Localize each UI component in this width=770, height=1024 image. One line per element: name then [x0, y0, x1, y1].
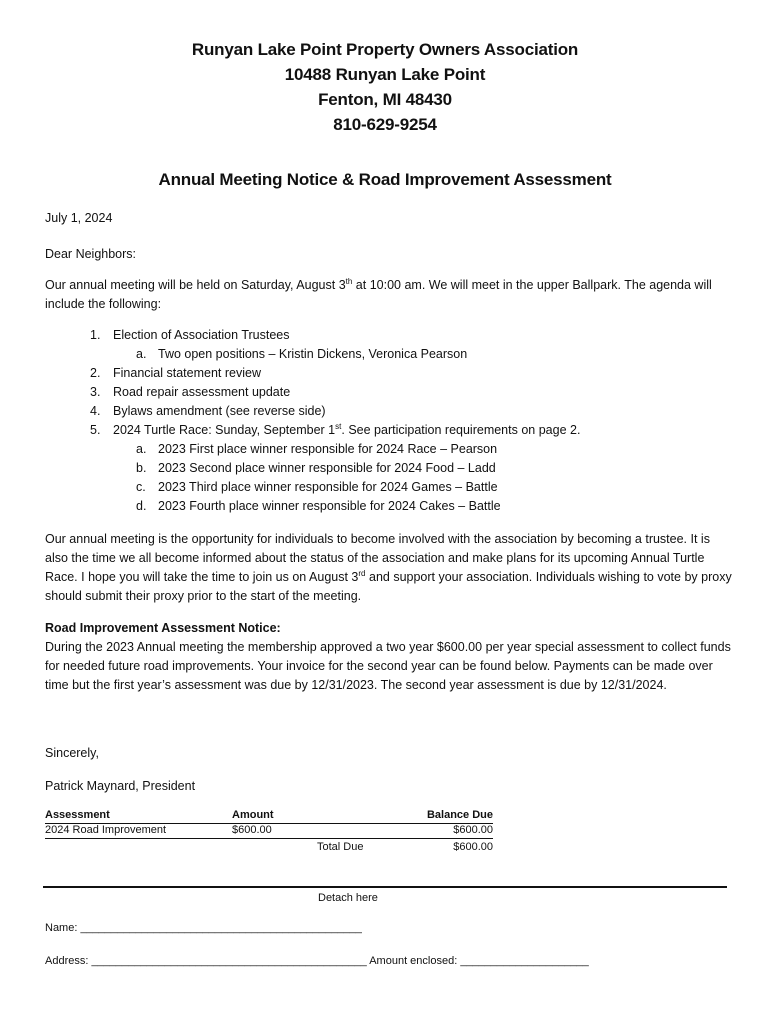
agenda-sub-letter: b. [136, 461, 147, 475]
agenda-sub-item: Two open positions – Kristin Dickens, Veronica Pearson [158, 347, 468, 361]
cell-assessment: 2024 Road Improvement [45, 824, 167, 836]
closing: Sincerely, [45, 746, 99, 760]
col-header-assessment: Assessment [45, 809, 110, 821]
col-header-balance: Balance Due [426, 809, 493, 821]
agenda-number: 3. [90, 385, 101, 399]
cell-balance: $600.00 [453, 824, 493, 836]
agenda-sub-letter: a. [136, 347, 147, 361]
total-label: Total Due [317, 841, 364, 853]
agenda-sub-letter: c. [136, 480, 146, 494]
detach-label: Detach here [318, 892, 378, 904]
intro-paragraph: Our annual meeting will be held on Saturday, August 3th at 10:00 am. We will meet in the upper Ballpark. The agenda will include the following: [45, 277, 712, 311]
signature: Patrick Maynard, President [45, 779, 196, 793]
address-field: Address: _____________________________________________ Amount enclosed: _____________________ [45, 955, 589, 967]
agenda-number: 5. [90, 423, 101, 437]
agenda-item: Financial statement review [113, 366, 261, 380]
total-value: $600.00 [453, 841, 493, 853]
detach-line [43, 886, 727, 888]
org-city: Fenton, MI 48430 [318, 90, 452, 109]
document-title: Annual Meeting Notice & Road Improvement Assessment [158, 170, 612, 189]
table-row-rule [45, 838, 493, 839]
agenda-number: 1. [90, 328, 101, 342]
agenda-item: Road repair assessment update [113, 385, 291, 399]
name-field: Name: ______________________________________________ [45, 922, 362, 934]
org-street: 10488 Runyan Lake Point [284, 65, 486, 84]
agenda-sub-item: 2023 Third place winner responsible for 2024 Games – Battle [158, 480, 498, 494]
agenda-item: 2024 Turtle Race: Sunday, September 1st. See participation requirements on page 2. [113, 422, 581, 437]
agenda-sub-letter: d. [136, 499, 147, 513]
col-header-amount: Amount [232, 809, 274, 821]
org-name: Runyan Lake Point Property Owners Association [191, 40, 579, 59]
agenda-sub-item: 2023 Second place winner responsible for 2024 Food – Ladd [158, 461, 496, 475]
agenda-number: 4. [90, 404, 101, 418]
agenda-sub-letter: a. [136, 442, 147, 456]
agenda-item: Election of Association Trustees [113, 328, 290, 342]
agenda-sub-item: 2023 First place winner responsible for 2024 Race – Pearson [158, 442, 498, 456]
agenda-number: 2. [90, 366, 101, 380]
road-notice-body: During the 2023 Annual meeting the membership approved a two year $600.00 per year special assessment to collect funds for needed future road improvements. Your invoice for the second year can be found below. Payments can be made over time but the first year’s assessment was due by 12/31/2023. The second year assessment is due by 12/31/2024. [45, 640, 731, 692]
agenda-sub-item: 2023 Fourth place winner responsible for 2024 Cakes – Battle [158, 499, 501, 513]
agenda-item: Bylaws amendment (see reverse side) [113, 404, 326, 418]
cell-amount: $600.00 [232, 824, 272, 836]
letter-date: July 1, 2024 [45, 211, 113, 225]
meeting-paragraph: Our annual meeting is the opportunity for individuals to become involved with the association by becoming a trustee. It is also the time we all become informed about the status of the association and make plans for its upcoming Annual Turtle Race. I hope you will take the time to join us on August 3rd and support your association. Individuals wishing to vote by proxy should submit their proxy prior to the start of the meeting. [45, 532, 732, 603]
road-notice-heading: Road Improvement Assessment Notice: [45, 621, 281, 635]
salutation: Dear Neighbors: [45, 247, 137, 261]
org-phone: 810-629-9254 [333, 115, 437, 134]
